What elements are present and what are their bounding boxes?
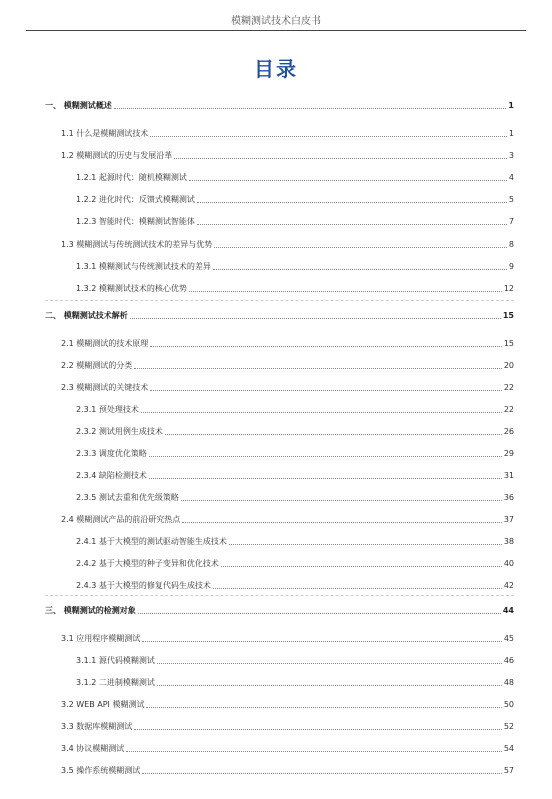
toc-entry[interactable]	[76, 555, 514, 569]
toc-entry-page-number: 42	[503, 581, 514, 590]
section-divider	[45, 300, 514, 301]
toc-entry-title: 2.3.5 测试去重和优先级策略	[76, 493, 179, 502]
toc-entry-page-number: 1	[508, 101, 514, 110]
toc-entry[interactable]	[61, 718, 514, 732]
dot-leader	[165, 434, 502, 435]
toc-entry[interactable]	[61, 696, 514, 710]
toc-entry-page-number: 12	[503, 284, 514, 293]
toc-entry-page-number: 1	[508, 129, 514, 138]
toc-entry-title: 3.1.2 二进制模糊测试	[76, 678, 155, 687]
toc-entry-page-number: 3	[508, 151, 514, 160]
toc-entry[interactable]	[76, 533, 514, 547]
toc-entry[interactable]	[76, 489, 514, 503]
toc-entry[interactable]	[45, 97, 514, 111]
toc-entry-title: 3.4 协议模糊测试	[61, 744, 125, 753]
toc-entry[interactable]	[45, 602, 514, 616]
toc-entry-title: 3.2 WEB API 模糊测试	[61, 700, 145, 709]
toc-entry[interactable]	[76, 169, 514, 183]
toc-entry[interactable]	[76, 258, 514, 272]
toc-entry[interactable]	[76, 445, 514, 459]
toc-entry[interactable]	[61, 740, 514, 754]
dot-leader	[141, 412, 502, 413]
dot-leader	[149, 478, 502, 479]
toc-entry[interactable]	[76, 674, 514, 688]
dot-leader	[214, 247, 507, 248]
toc-entry-page-number: 54	[503, 744, 514, 753]
toc-entry-page-number: 50	[503, 700, 514, 709]
toc-entry-title: 1.3.1 模糊测试与传统测试技术的差异	[76, 262, 211, 271]
toc-entry-title: 一、 模糊测试概述	[45, 101, 112, 110]
dot-leader	[142, 641, 502, 642]
toc-entry-page-number: 5	[508, 195, 514, 204]
dot-leader	[134, 368, 502, 369]
dot-leader	[213, 269, 507, 270]
toc-entry-page-number: 44	[502, 606, 514, 615]
toc-entry-page-number: 7	[508, 217, 514, 226]
page-title: 目录	[254, 57, 298, 81]
dot-leader	[174, 158, 507, 159]
toc-entry-page-number: 8	[508, 240, 514, 249]
dot-leader	[150, 390, 502, 391]
dot-leader	[221, 566, 502, 567]
dot-leader	[229, 544, 502, 545]
toc-entry-title: 2.3.1 预处理技术	[76, 405, 139, 414]
toc-entry-page-number: 52	[503, 722, 514, 731]
toc-entry-title: 1.3 模糊测试与传统测试技术的差异与优势	[61, 240, 213, 249]
dot-leader	[114, 108, 507, 109]
dot-leader	[189, 180, 507, 181]
dot-leader	[150, 136, 507, 137]
toc-entry-page-number: 26	[503, 427, 514, 436]
toc-entry-page-number: 57	[503, 766, 514, 775]
toc-entry-page-number: 40	[503, 559, 514, 568]
toc-entry-title: 2.2 模糊测试的分类	[61, 361, 133, 370]
toc-entry-page-number: 31	[503, 471, 514, 480]
toc-entry-page-number: 15	[502, 311, 514, 320]
toc-entry-page-number: 22	[503, 383, 514, 392]
toc-entry-title: 2.3.2 测试用例生成技术	[76, 427, 163, 436]
toc-entry[interactable]	[61, 762, 514, 776]
toc-entry[interactable]	[61, 125, 514, 139]
dot-leader	[126, 751, 502, 752]
toc-entry-title: 2.3.4 缺陷检测技术	[76, 471, 147, 480]
running-header: 模糊测试技术白皮书	[231, 16, 321, 27]
toc-entry-title: 2.4 模糊测试产品的前沿研究热点	[61, 515, 181, 524]
toc-entry[interactable]	[61, 147, 514, 161]
toc-entry-page-number: 45	[503, 634, 514, 643]
toc-entry-title: 2.3.3 调度优化策略	[76, 449, 147, 458]
section-divider	[45, 595, 514, 596]
toc-entry-page-number: 9	[508, 262, 514, 271]
dot-leader	[149, 456, 502, 457]
toc-entry[interactable]	[76, 280, 514, 294]
toc-entry-title: 1.3.2 模糊测试技术的核心优势	[76, 284, 187, 293]
toc-entry-title: 3.1 应用程序模糊测试	[61, 634, 141, 643]
toc-entry[interactable]	[76, 423, 514, 437]
dot-leader	[182, 522, 502, 523]
toc-entry[interactable]	[76, 401, 514, 415]
toc-entry-title: 2.4.3 基于大模型的修复代码生成技术	[76, 581, 211, 590]
dot-leader	[213, 588, 502, 589]
dot-leader	[197, 224, 507, 225]
toc-entry-title: 2.4.2 基于大模型的种子变异和优化技术	[76, 559, 219, 568]
toc-entry-page-number: 4	[508, 173, 514, 182]
toc-entry-title: 三、 模糊测试的检测对象	[45, 606, 136, 615]
toc-entry-page-number: 20	[503, 361, 514, 370]
toc-entry-title: 2.1 模糊测试的技术原理	[61, 339, 149, 348]
toc-entry[interactable]	[61, 357, 514, 371]
dot-leader	[130, 318, 501, 319]
toc-entry[interactable]	[61, 379, 514, 393]
toc-entry-title: 二、 模糊测试技术解析	[45, 311, 128, 320]
toc-entry[interactable]	[76, 577, 514, 591]
toc-entry[interactable]	[61, 630, 514, 644]
dot-leader	[157, 685, 502, 686]
toc-entry-page-number: 46	[503, 656, 514, 665]
toc-entry-page-number: 22	[503, 405, 514, 414]
toc-entry-title: 1.2 模糊测试的历史与发展沿革	[61, 151, 173, 160]
toc-entry[interactable]	[61, 335, 514, 349]
toc-entry[interactable]	[61, 511, 514, 525]
dot-leader	[134, 729, 502, 730]
toc-entry-page-number: 29	[503, 449, 514, 458]
toc-entry-page-number: 48	[503, 678, 514, 687]
toc-entry-title: 2.4.1 基于大模型的测试驱动智能生成技术	[76, 537, 227, 546]
dot-leader	[157, 663, 502, 664]
toc-entry-page-number: 38	[503, 537, 514, 546]
toc-entry[interactable]	[61, 236, 514, 250]
toc-entry-page-number: 15	[503, 339, 514, 348]
toc-entry-page-number: 37	[503, 515, 514, 524]
dot-leader	[146, 707, 501, 708]
toc-entry-title: 1.1 什么是模糊测试技术	[61, 129, 149, 138]
toc-entry[interactable]	[76, 191, 514, 205]
toc-entry[interactable]	[76, 213, 514, 227]
dot-leader	[197, 202, 507, 203]
toc-entry[interactable]	[76, 467, 514, 481]
dot-leader	[189, 291, 502, 292]
dot-leader	[142, 773, 502, 774]
toc-entry-title: 1.2.1 起源时代：随机模糊测试	[76, 173, 187, 182]
toc-entry-title: 2.3 模糊测试的关键技术	[61, 383, 149, 392]
toc-entry-title: 1.2.2 进化时代：反馈式模糊测试	[76, 195, 195, 204]
toc-entry-title: 3.5 操作系统模糊测试	[61, 766, 141, 775]
toc-entry[interactable]	[76, 652, 514, 666]
toc-entry[interactable]	[45, 307, 514, 321]
toc-entry-page-number: 36	[503, 493, 514, 502]
dot-leader	[150, 346, 502, 347]
toc-entry-title: 1.2.3 智能时代：模糊测试智能体	[76, 217, 195, 226]
toc-entry-title: 3.3 数据库模糊测试	[61, 722, 133, 731]
toc-entry-title: 3.1.1 源代码模糊测试	[76, 656, 155, 665]
dot-leader	[138, 613, 501, 614]
dot-leader	[181, 500, 502, 501]
